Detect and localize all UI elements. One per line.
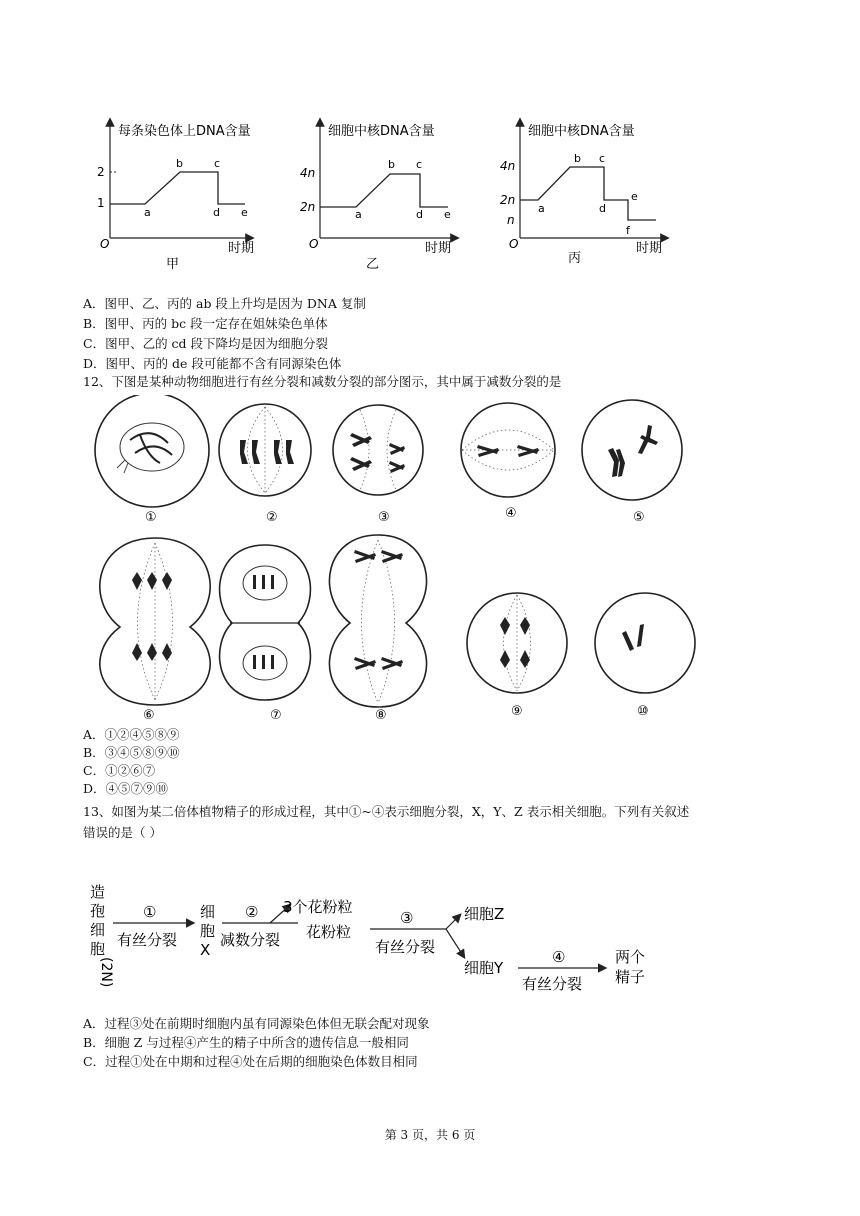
q12-stem: 12、下图是某种动物细胞进行有丝分裂和减数分裂的部分图示，其中属于减数分裂的是 xyxy=(83,374,562,389)
graph-bing-xlabel: 时期 xyxy=(636,241,663,256)
cell-label-4: ④ xyxy=(505,506,517,521)
graph-jia-ytick-2: 2 xyxy=(97,165,105,179)
svg-text:造: 造 xyxy=(90,883,106,901)
cell-division-figures xyxy=(0,395,860,725)
q13-option-a: A．过程③处在前期时细胞内虽有同源染色体但无联会配对现象 xyxy=(83,1016,430,1031)
flow-step3-label: 有丝分裂 xyxy=(375,938,436,956)
flow-end-line1: 两个 xyxy=(615,948,646,966)
graph-yi-origin: O xyxy=(309,237,319,251)
svg-text:胞: 胞 xyxy=(200,922,216,940)
graph-jia-pt-c: c xyxy=(214,157,221,170)
flow-step4-label: 有丝分裂 xyxy=(522,975,583,993)
flow-cell-z: 细胞Z xyxy=(464,905,505,923)
graph-bing-pt-d: d xyxy=(599,202,606,215)
q12-option-a: A．①②④⑤⑧⑨ xyxy=(83,727,180,742)
cell-label-1: ① xyxy=(145,510,157,525)
graph-yi-name: 乙 xyxy=(366,257,380,272)
q11-option-a: A．图甲、乙、丙的 ab 段上升均是因为 DNA 复制 xyxy=(83,296,366,311)
cell-label-7: ⑦ xyxy=(270,708,282,723)
cell-label-2: ② xyxy=(266,510,278,525)
cell-label-9: ⑨ xyxy=(511,704,523,719)
graph-jia-ylabel: 每条染色体上DNA含量 xyxy=(118,124,251,139)
q13-option-c: C．过程①处在中期和过程④处在后期的细胞染色体数目相同 xyxy=(83,1054,418,1069)
graph-bing-pt-e: e xyxy=(631,190,638,203)
flow-step2-label: 减数分裂 xyxy=(220,931,281,949)
q11-option-c: C．图甲、乙的 cd 段下降均是因为细胞分裂 xyxy=(83,336,329,351)
q13-stem-line1: 13、如图为某二倍体植物精子的形成过程，其中①~④表示细胞分裂，X，Y、Z 表示相关细胞。下列有关叙述 xyxy=(83,804,690,819)
cell-figure-5 xyxy=(582,400,682,500)
cell-figure-6 xyxy=(100,538,210,705)
q11-option-d: D．图甲、丙的 de 段可能都不含有同源染色体 xyxy=(83,356,342,371)
graph-jia-pt-b: b xyxy=(176,157,183,170)
q13-option-b: B．细胞 Z 与过程④产生的精子中所含的遗传信息一般相同 xyxy=(83,1035,409,1050)
svg-text:细: 细 xyxy=(90,921,106,939)
cell-label-5: ⑤ xyxy=(633,510,645,525)
graph-jia-xlabel: 时期 xyxy=(228,241,255,256)
flow-start-cell xyxy=(90,883,114,987)
graph-jia-origin: O xyxy=(100,237,110,251)
graph-yi-pt-e: e xyxy=(444,208,451,221)
svg-text:胞: 胞 xyxy=(90,940,106,958)
flow-step2-num: ② xyxy=(245,903,259,921)
graph-yi-pt-d: d xyxy=(416,208,423,221)
graph-yi-xlabel: 时期 xyxy=(425,241,452,256)
graph-jia-ytick-1: 1 xyxy=(97,196,105,210)
graph-bing-pt-a: a xyxy=(538,202,545,215)
cell-figure-8 xyxy=(329,535,426,707)
flow-step1-num: ① xyxy=(143,903,157,921)
cell-figure-2 xyxy=(219,404,311,496)
graph-yi-ytick-4n: 4n xyxy=(300,166,316,180)
q11-option-b: B．图甲、丙的 bc 段一定存在姐妹染色单体 xyxy=(83,316,328,331)
svg-text:(2N): (2N) xyxy=(98,957,114,988)
cell-figure-1 xyxy=(95,395,209,507)
svg-text:孢: 孢 xyxy=(90,902,106,920)
graph-yi-ylabel: 细胞中核DNA含量 xyxy=(328,124,435,139)
flow-pollen3: 3个花粉粒 xyxy=(283,898,353,916)
cell-figure-4 xyxy=(461,403,555,497)
svg-text:X: X xyxy=(200,941,211,959)
graph-bing-pt-b: b xyxy=(574,152,581,165)
graph-bing-name: 丙 xyxy=(568,251,582,266)
flow-step1-label: 有丝分裂 xyxy=(117,931,178,949)
q13-stem-line2: 错误的是（ ） xyxy=(83,825,162,840)
flow-cell-y: 细胞Y xyxy=(464,959,504,977)
graph-yi-pt-b: b xyxy=(388,158,395,171)
cell-label-10: ⑩ xyxy=(637,704,649,719)
graph-bing-ytick-4n: 4n xyxy=(500,159,516,173)
cell-label-8: ⑧ xyxy=(375,708,387,723)
graph-jia-pt-d: d xyxy=(213,206,220,219)
cell-label-6: ⑥ xyxy=(143,708,155,723)
q12-option-b: B．③④⑤⑧⑨⑩ xyxy=(83,745,180,760)
cell-figure-7 xyxy=(220,545,311,700)
graph-bing xyxy=(500,122,665,266)
cell-figure-9 xyxy=(467,593,567,693)
graph-bing-ytick-2n: 2n xyxy=(500,193,516,207)
graph-jia-name: 甲 xyxy=(166,257,180,272)
graph-bing-origin: O xyxy=(509,237,519,251)
cell-figure-10 xyxy=(595,593,695,693)
graph-yi-ytick-2n: 2n xyxy=(300,200,316,214)
graph-yi-pt-c: c xyxy=(416,158,423,171)
graph-jia xyxy=(97,122,254,272)
graph-jia-line xyxy=(110,172,245,204)
graph-bing-pt-f: f xyxy=(626,224,630,237)
flow-step4-num: ④ xyxy=(552,948,566,966)
graph-jia-pt-a: a xyxy=(144,206,151,219)
graph-bing-ytick-n: n xyxy=(507,213,515,227)
graph-bing-ylabel: 细胞中核DNA含量 xyxy=(528,124,635,139)
graph-bing-pt-c: c xyxy=(599,152,606,165)
dna-content-graphs xyxy=(0,110,860,280)
graph-yi-line xyxy=(320,174,448,207)
cell-label-3: ③ xyxy=(378,510,390,525)
flow-step3-num: ③ xyxy=(400,909,414,927)
flow-pollen: 花粉粒 xyxy=(306,923,352,941)
graph-jia-pt-e: e xyxy=(241,206,248,219)
q13-flow-diagram xyxy=(80,875,680,1000)
cell-figure-3 xyxy=(333,405,423,495)
flow-cell-x xyxy=(200,903,215,959)
graph-yi-pt-a: a xyxy=(355,208,362,221)
svg-text:细: 细 xyxy=(200,903,216,921)
page-footer: 第 3 页，共 6 页 xyxy=(384,1128,476,1142)
q12-option-c: C．①②⑥⑦ xyxy=(83,763,156,778)
q12-option-d: D．④⑤⑦⑨⑩ xyxy=(83,781,169,796)
graph-yi xyxy=(300,122,455,272)
flow-end-line2: 精子 xyxy=(615,968,646,986)
